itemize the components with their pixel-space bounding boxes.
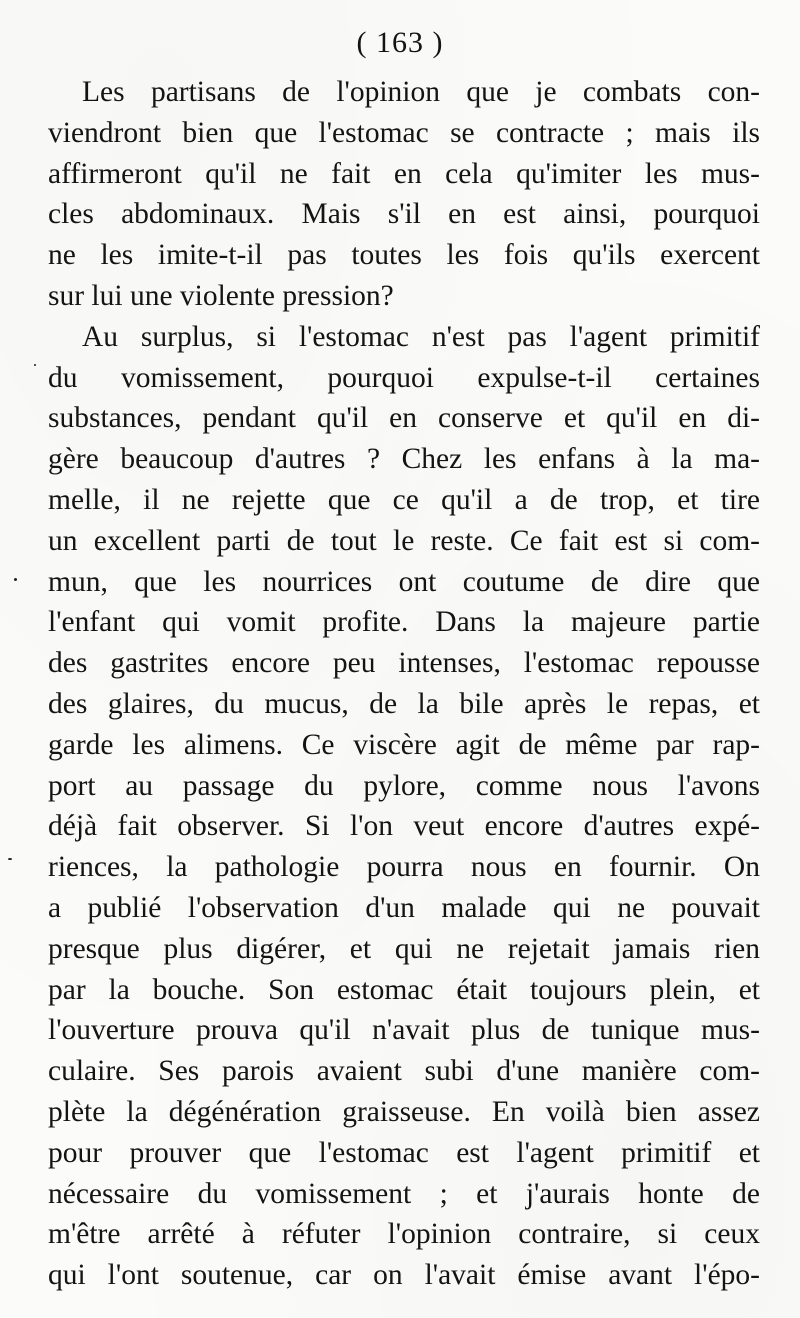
text-line: pour prouver que l'estomac est l'agent primitif et: [48, 1136, 760, 1169]
text-line: melle, il ne rejette que ce qu'il a de trop, et tire: [48, 483, 760, 516]
text-line: ne les imite-t-il pas toutes les fois qu'ils exercent: [48, 239, 760, 272]
text-line: a publié l'observation d'un malade qui ne pouvait: [48, 891, 760, 924]
paragraph-2: [48, 317, 760, 1296]
text-line: m'être arrêté à réfuter l'opinion contraire, si ceux: [48, 1218, 760, 1251]
text-line: par la bouche. Son estomac était toujours plein, et: [48, 973, 760, 1006]
text-line: garde les alimens. Ce viscère agit de même par rap-: [48, 728, 760, 761]
text-line: qui l'ont soutenue, car on l'avait émise avant l'épo-: [48, 1259, 760, 1292]
text-line: mun, que les nourrices ont coutume de dire que: [48, 565, 760, 598]
paragraph-1: [48, 72, 760, 317]
text-line: déjà fait observer. Si l'on veut encore d'autres expé-: [48, 810, 760, 843]
text-line: riences, la pathologie pourra nous en fournir. On: [48, 851, 760, 884]
text-line: substances, pendant qu'il en conserve et qu'il en di-: [48, 402, 760, 435]
text-line: l'ouverture prouva qu'il n'avait plus de tunique mus-: [48, 1014, 760, 1047]
text-line: gère beaucoup d'autres ? Chez les enfans à la ma-: [48, 443, 760, 476]
text-line: Au surplus, si l'estomac n'est pas l'agent primitif: [82, 320, 760, 353]
text-line: Les partisans de l'opinion que je combats con-: [82, 76, 760, 108]
text-line: affirmeront qu'il ne fait en cela qu'imiter les mus-: [48, 157, 760, 190]
text-line: port au passage du pylore, comme nous l'avons: [48, 769, 760, 802]
text-line: l'enfant qui vomit profite. Dans la majeure partie: [48, 606, 760, 639]
print-speck: [8, 858, 12, 860]
text-line: des glaires, du mucus, de la bile après le repas, et: [48, 687, 760, 720]
text-line: plète la dégénération graisseuse. En voilà bien assez: [48, 1095, 760, 1128]
text-line: viendront bien que l'estomac se contracte ; mais ils: [48, 116, 760, 149]
print-speck: [14, 578, 17, 581]
text-line: nécessaire du vomissement ; et j'aurais honte de: [48, 1177, 760, 1210]
body-text: [48, 72, 760, 1296]
text-line: du vomissement, pourquoi expulse-t-il certaines: [48, 361, 760, 394]
page-number: ( 163 ): [356, 26, 444, 59]
text-line: cles abdominaux. Mais s'il en est ainsi, pourquoi: [48, 198, 760, 231]
text-line: presque plus digérer, et qui ne rejetait jamais rien: [48, 932, 760, 965]
text-line: sur lui une violente pression?: [48, 279, 394, 312]
text-line: des gastrites encore peu intenses, l'estomac repousse: [48, 647, 760, 680]
text-line: un excellent parti de tout le reste. Ce fait est si com-: [48, 524, 760, 557]
print-speck: [34, 364, 36, 366]
text-line: culaire. Ses parois avaient subi d'une manière com-: [48, 1055, 760, 1088]
